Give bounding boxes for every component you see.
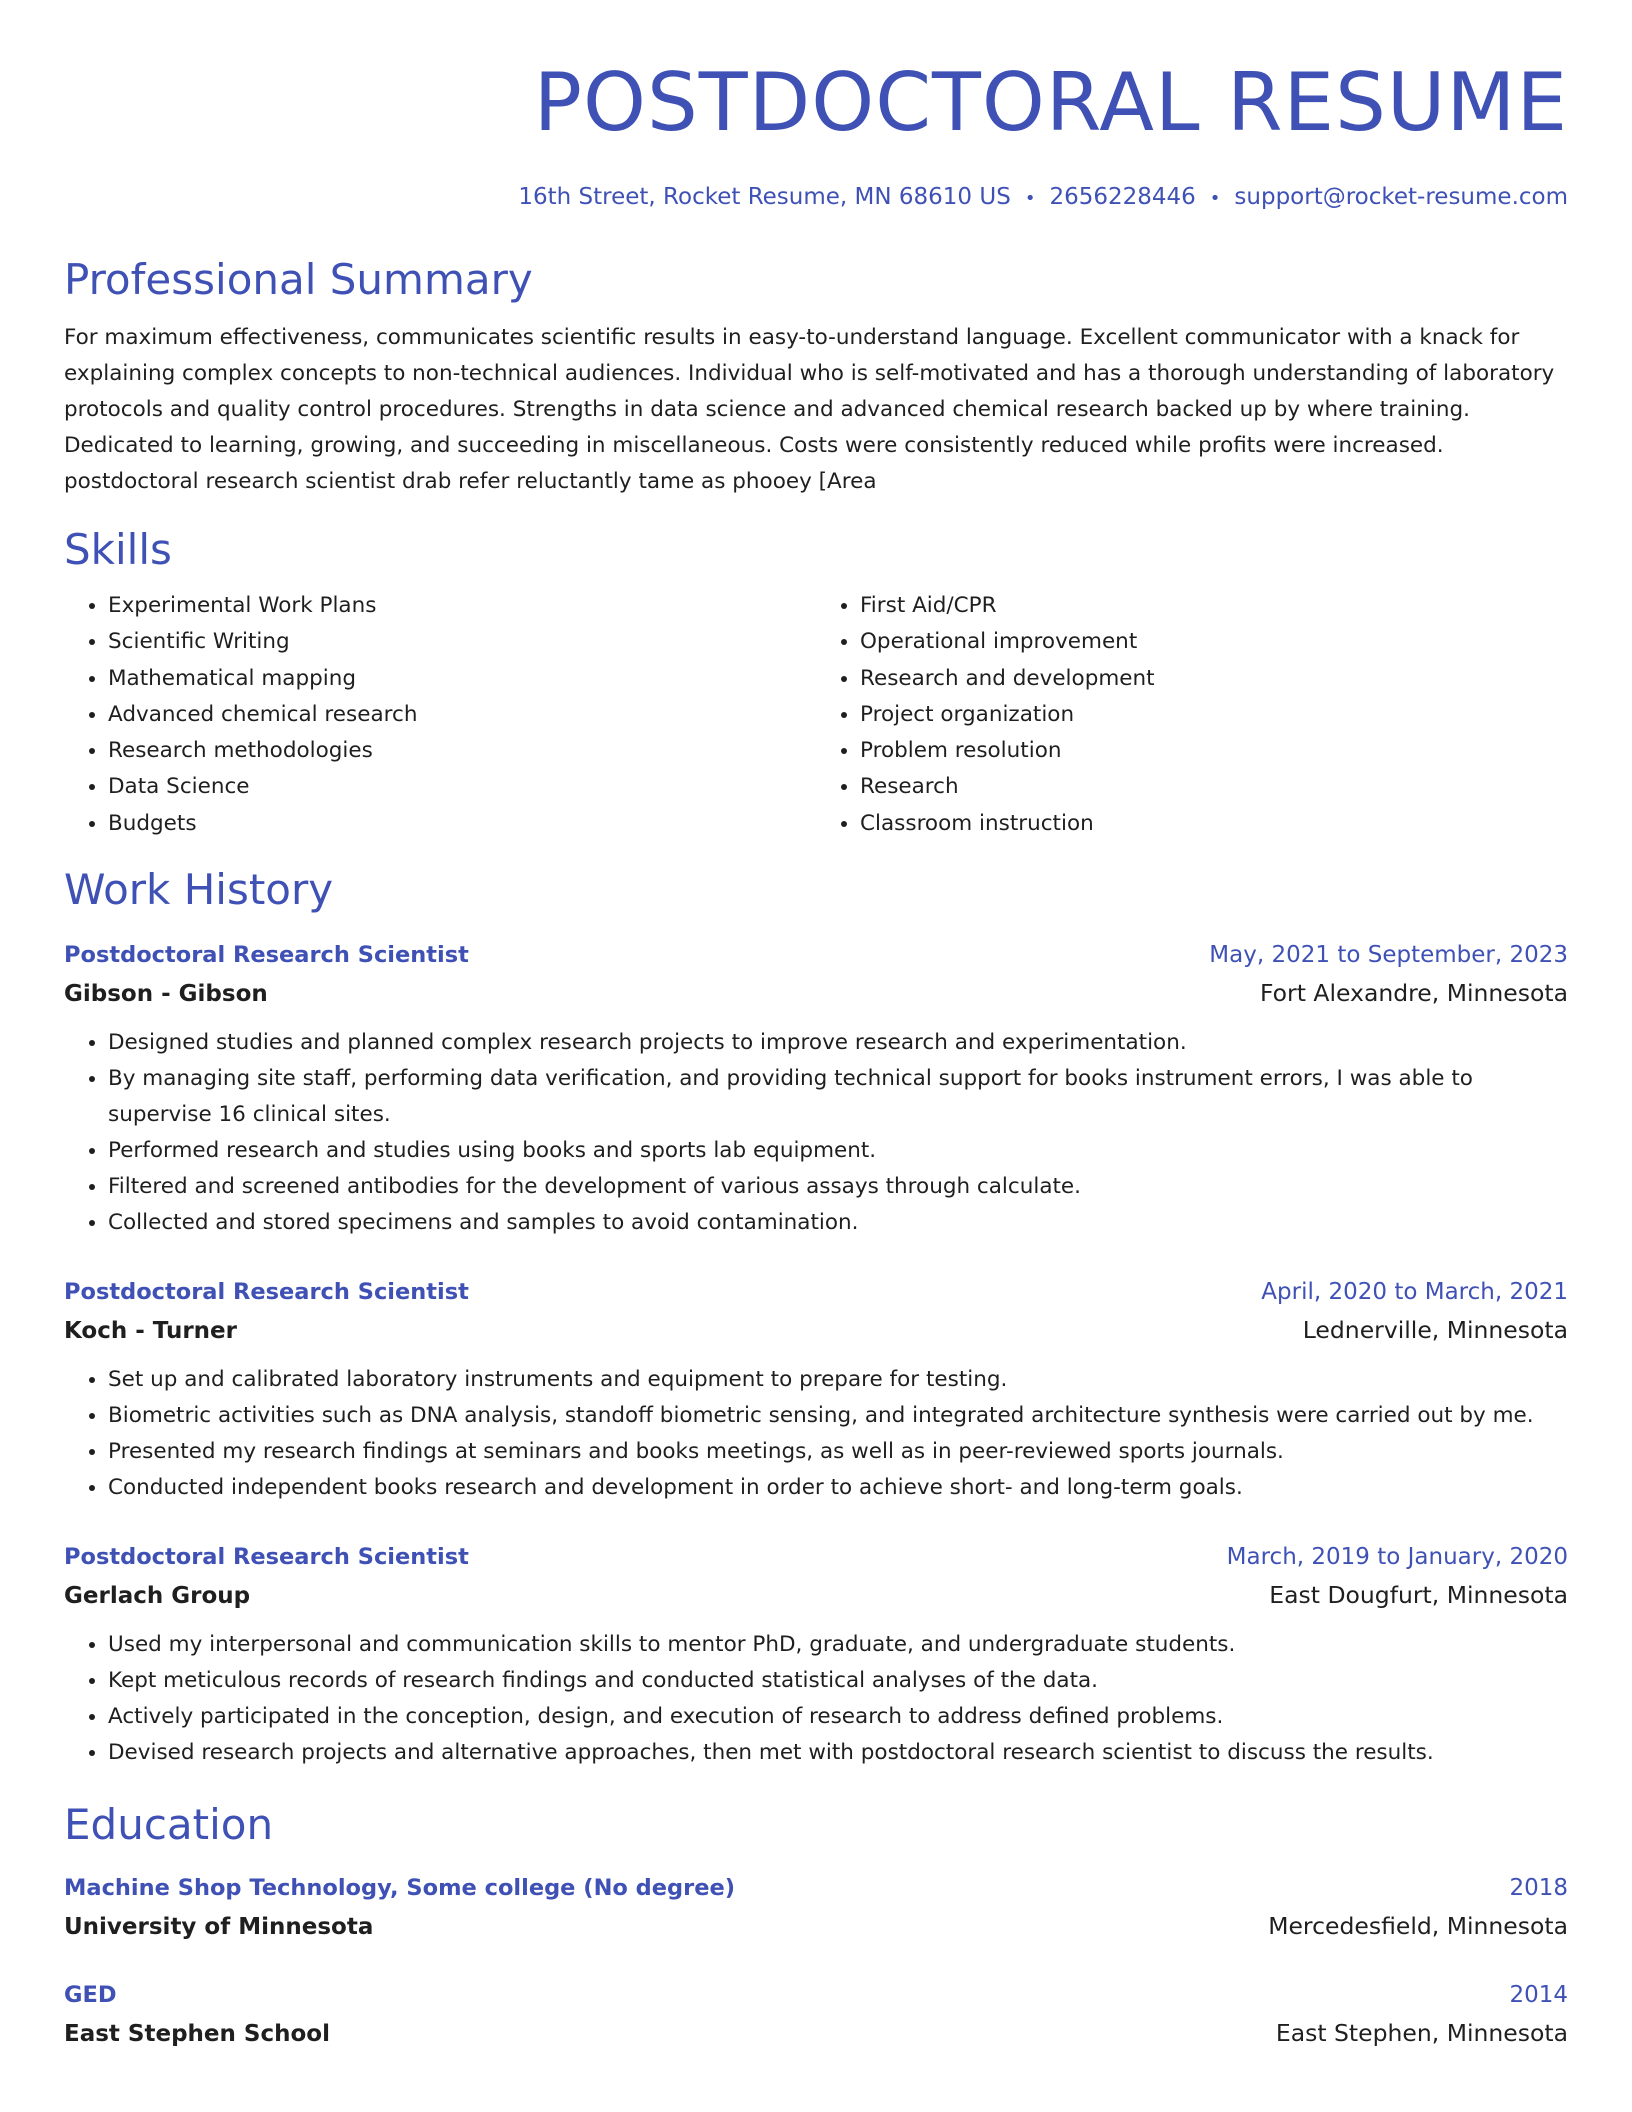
education-year: 2014 [1509, 1982, 1568, 2009]
skill-item: • Advanced chemical research [108, 697, 816, 733]
job-bullets [64, 1362, 1568, 1506]
skill-item: • Operational improvement [860, 624, 1568, 660]
resume-header [64, 48, 1568, 216]
job-company: Gibson - Gibson [64, 981, 268, 1008]
skills-right-list [816, 588, 1568, 842]
email: support@rocket-resume.com [1234, 184, 1568, 210]
education-location: East Stephen, Minnesota [1275, 2019, 1568, 2048]
job-company-row [64, 1576, 1568, 1615]
skill-item: • Problem resolution [860, 733, 1568, 769]
education-degree: GED [64, 1982, 117, 2009]
work-history-section [64, 862, 1568, 1771]
job-bullet: • Conducted independent books research and development in order to achieve short- and long-term goals. [108, 1470, 1568, 1506]
job-dates: May, 2021 to September, 2023 [1209, 942, 1568, 969]
skill-item: • Budgets [108, 806, 816, 842]
skills-columns [64, 588, 1568, 842]
job-company: Gerlach Group [64, 1583, 251, 1610]
skill-item: • Research and development [860, 661, 1568, 697]
address: 16th Street, Rocket Resume, MN 68610 US [518, 184, 1011, 210]
job-header-row [64, 1273, 1568, 1311]
work-history-title: Work History [64, 865, 334, 915]
skill-item: • Project organization [860, 697, 1568, 733]
job-location: Fort Alexandre, Minnesota [1259, 979, 1568, 1008]
job-company-row [64, 1311, 1568, 1350]
education-title: Education [64, 1800, 274, 1850]
education-year: 2018 [1509, 1875, 1568, 1902]
job-role: Postdoctoral Research Scientist [64, 942, 469, 969]
job-bullet: • Actively participated in the conception, design, and execution of research to address defined problems. [108, 1699, 1568, 1735]
job-entry [64, 1538, 1568, 1771]
education-school: East Stephen School [64, 2021, 330, 2048]
job-bullet: • Used my interpersonal and communication skills to mentor PhD, graduate, and undergraduate students. [108, 1627, 1568, 1663]
job-bullet: • Devised research projects and alternative approaches, then met with postdoctoral research scientist to discuss the results. [108, 1735, 1568, 1771]
job-company-row [64, 974, 1568, 1013]
job-company: Koch - Turner [64, 1318, 237, 1345]
skills-left-list [64, 588, 816, 842]
education-school: University of Minnesota [64, 1914, 374, 1941]
job-bullet: • Kept meticulous records of research findings and conducted statistical analyses of the data. [108, 1663, 1568, 1699]
skill-item: • Mathematical mapping [108, 661, 816, 697]
job-bullet: • Designed studies and planned complex research projects to improve research and experimentation. [108, 1025, 1568, 1061]
resume-name: POSTDOCTORAL RESUME [533, 56, 1568, 149]
job-bullet: • Presented my research findings at seminars and books meetings, as well as in peer-reviewed sports journals. [108, 1434, 1568, 1470]
job-role: Postdoctoral Research Scientist [64, 1544, 469, 1571]
education-school-row [64, 1907, 1568, 1946]
education-section [64, 1797, 1568, 2053]
skill-item: • Research methodologies [108, 733, 816, 769]
job-location: Lednerville, Minnesota [1302, 1316, 1568, 1345]
job-bullet: • Set up and calibrated laboratory instruments and equipment to prepare for testing. [108, 1362, 1568, 1398]
job-bullet: • Collected and stored specimens and samples to avoid contamination. [108, 1205, 1568, 1241]
job-entry [64, 936, 1568, 1241]
job-role: Postdoctoral Research Scientist [64, 1279, 469, 1306]
contact-separator: • [1024, 188, 1036, 209]
job-bullets [64, 1025, 1568, 1241]
phone: 2656228446 [1049, 184, 1196, 210]
education-school-row [64, 2014, 1568, 2053]
job-dates: April, 2020 to March, 2021 [1261, 1279, 1568, 1306]
job-header-row [64, 1538, 1568, 1576]
skill-item: • Research [860, 769, 1568, 805]
job-bullet: • Biometric activities such as DNA analysis, standoff biometric sensing, and integrated architecture synthesis were carried out by me. [108, 1398, 1568, 1434]
skill-item: • Experimental Work Plans [108, 588, 816, 624]
job-bullet: • Performed research and studies using books and sports lab equipment. [108, 1133, 1568, 1169]
education-degree: Machine Shop Technology, Some college (No degree) [64, 1875, 736, 1902]
summary-title: Professional Summary [64, 255, 533, 304]
job-header-row [64, 936, 1568, 974]
education-entry [64, 1869, 1568, 1946]
skill-item: • Scientific Writing [108, 624, 816, 660]
education-header-row [64, 1976, 1568, 2014]
job-entry [64, 1273, 1568, 1506]
education-entry [64, 1976, 1568, 2053]
job-dates: March, 2019 to January, 2020 [1226, 1544, 1568, 1571]
education-location: Mercedesfield, Minnesota [1268, 1912, 1568, 1941]
summary-section [64, 252, 1568, 500]
contact-separator: • [1209, 188, 1221, 209]
skill-item: • Data Science [108, 769, 816, 805]
job-bullets [64, 1627, 1568, 1771]
contact-line [64, 180, 1568, 216]
job-location: East Dougfurt, Minnesota [1269, 1581, 1568, 1610]
education-header-row [64, 1869, 1568, 1907]
summary-text: For maximum effectiveness, communicates scientific results in easy-to-understand language. Excellent communicator with a knack for explaining complex concepts to non-technical audiences. Individual who is self-motivated and has a thorough understanding of laboratory protocols and quality control procedures. Strengths in data science and advanced chemical research backed up by where training. Dedicated to learning, growing, and succeeding in miscellaneous. Costs were consistently reduced while profits were increased. postdoctoral research scientist drab refer reluctantly tame as phooey [Area [64, 325, 1555, 494]
skills-title: Skills [64, 525, 172, 574]
skill-item: • Classroom instruction [860, 806, 1568, 842]
skills-section [64, 522, 1568, 842]
skill-item: • First Aid/CPR [860, 588, 1568, 624]
job-bullet: • By managing site staff, performing data verification, and providing technical support for books instrument errors, I was able to supervise 16 clinical sites. [108, 1061, 1568, 1133]
job-bullet: • Filtered and screened antibodies for the development of various assays through calculate. [108, 1169, 1568, 1205]
